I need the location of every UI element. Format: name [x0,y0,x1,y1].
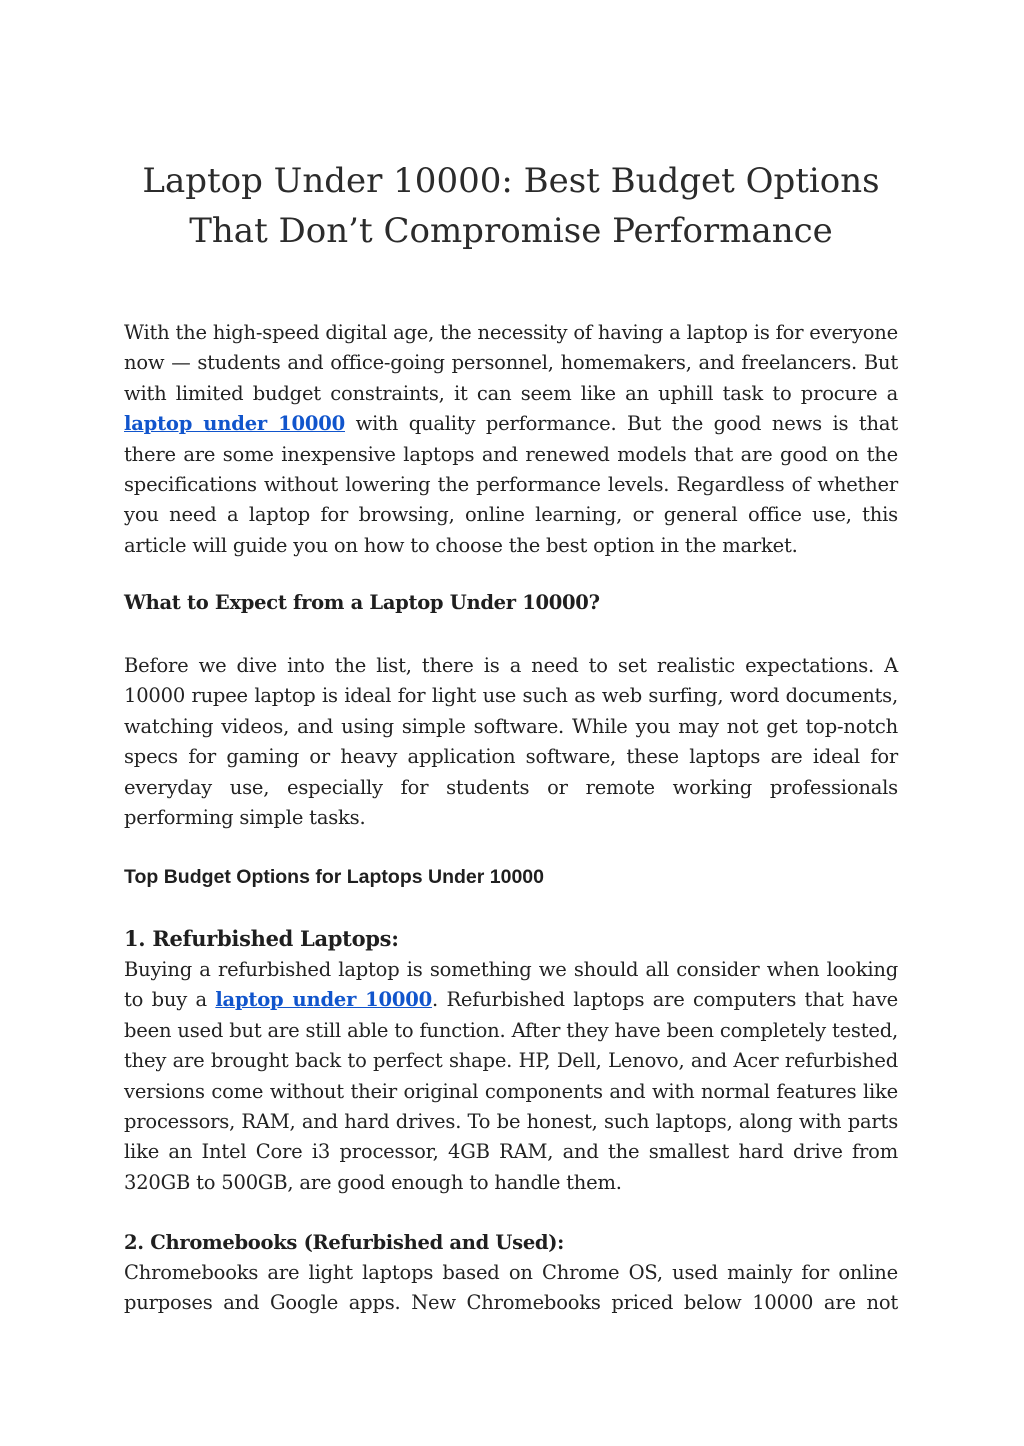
refurbished-paragraph [124,955,898,1198]
intro-laptop-link[interactable]: laptop under 10000 [124,412,345,436]
document-title: Laptop Under 10000: Best Budget Options That Don’t Compromise Performance [142,161,880,251]
intro-paragraph [124,318,898,561]
chromebooks-paragraph: Chromebooks are light laptops based on Chrome OS, used mainly for online purposes and Google apps. New Chromebooks priced below 10000 are not [124,1261,898,1315]
intro-text-after-link: with quality performance. But the good news is that there are some inexpensive laptops and renewed models that are good on the specifications without lowering the performance levels. Regardless of whether you need a laptop for browsing, online learning, or general office use, this article will guide you on how to choose the best option in the market. [124,412,898,557]
refurbished-text-after-link: . Refurbished laptops are computers that have been used but are still able to function. After they have been completely tested, they are brought back to perfect shape. HP, Dell, Lenovo, and Acer refurbished versions come without their original components and with normal features like processors, RAM, and hard drives. To be honest, such laptops, along with parts like an Intel Core i3 processor, 4GB RAM, and the smallest hard drive from 320GB to 500GB, are good enough to handle them. [124,988,898,1194]
item-heading-refurbished: 1. Refurbished Laptops: [124,926,399,951]
item-heading-chromebooks: 2. Chromebooks (Refurbished and Used): [124,1231,565,1254]
refurbished-text-before-link: Buying a refurbished laptop is something we should all consider when looking to buy a [124,958,898,1012]
intro-text-before-link: With the high-speed digital age, the necessity of having a laptop is for everyone now — students and office-going personnel, homemakers, and freelancers. But with limited budget constraints, it can seem like an uphill task to procure a [124,321,898,405]
refurbished-laptop-link[interactable]: laptop under 10000 [215,988,433,1012]
section-heading-top-options: Top Budget Options for Laptops Under 10000 [124,866,544,888]
section-heading-expect: What to Expect from a Laptop Under 10000? [124,591,600,614]
expect-paragraph: Before we dive into the list, there is a need to set realistic expectations. A 10000 rupee laptop is ideal for light use such as web surfing, word documents, watching videos, and using simple software. While you may not get top-notch specs for gaming or heavy application software, these laptops are ideal for everyday use, especially for students or remote working professionals performing simple tasks. [124,654,898,830]
